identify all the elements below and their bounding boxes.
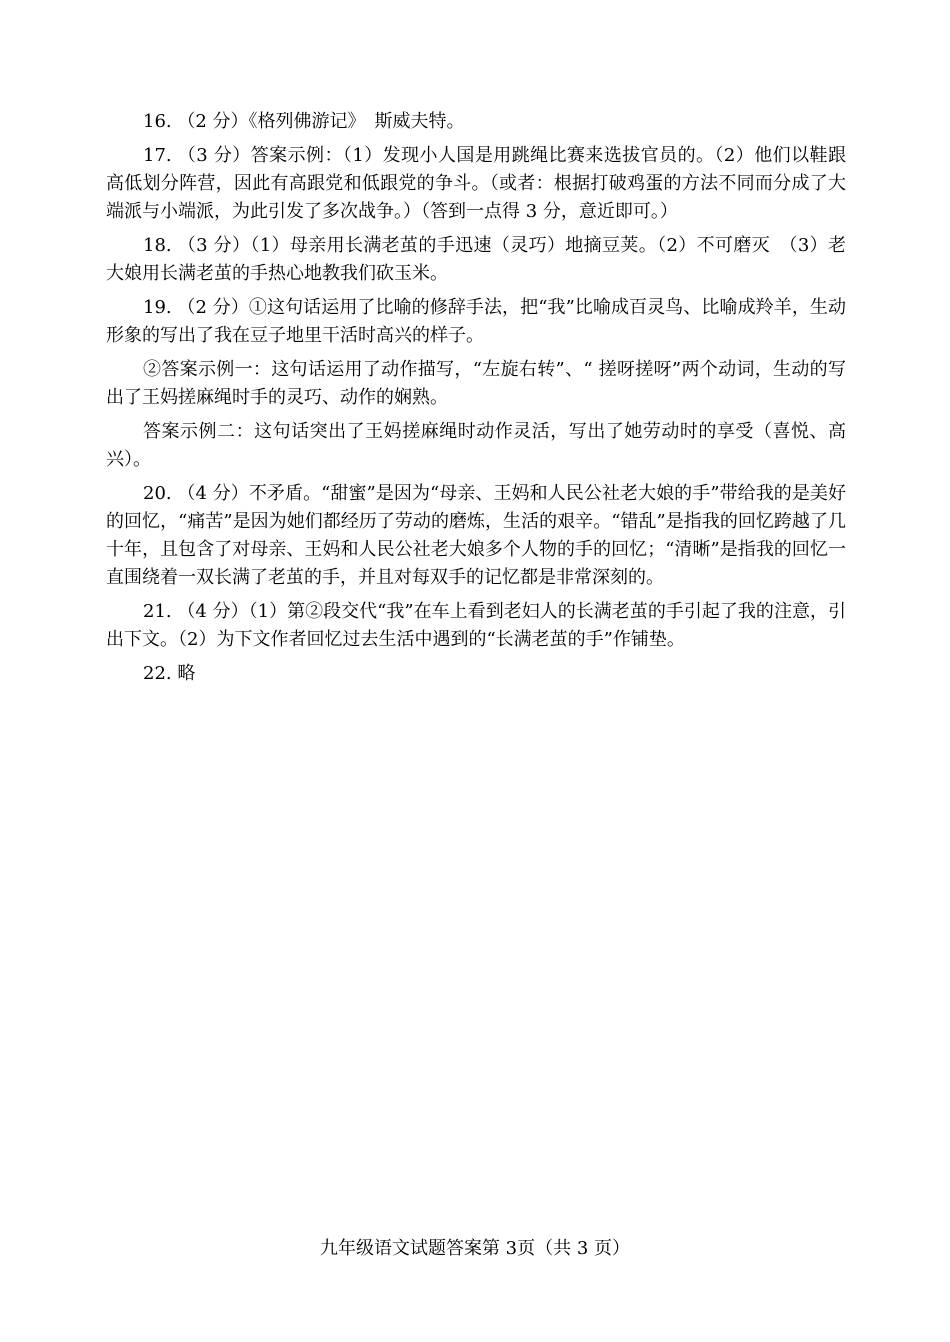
- answer-19-part-2: ②答案示例一：这句话运用了动作描写，“左旋右转”、“ 搓呀搓呀”两个动词，生动的写出了王妈搓麻绳时手的灵巧、动作的娴熟。: [106, 359, 846, 408]
- answer-19-part-3: 答案示例二：这句话突出了王妈搓麻绳时动作灵活，写出了她劳动时的享受（喜悦、高兴）。: [106, 421, 846, 470]
- answer-18: 18. （3 分）（1）母亲用长满老茧的手迅速（灵巧）地摘豆荚。（2）不可磨灭 （3）老大娘用长满老茧的手热心地教我们砍玉米。: [106, 235, 846, 284]
- answer-content: [106, 108, 846, 688]
- answer-17: 17. （3 分）答案示例：（1）发现小人国是用跳绳比赛来选拔官员的。（2）他们以鞋跟高低划分阵营，因此有高跟党和低跟党的争斗。（或者：根据打破鸡蛋的方法不同而分成了大端派与小端派，为此引发了多次战争。）（答到一点得 3 分，意近即可。）: [106, 145, 846, 222]
- answer-19-part-1: 19. （2 分）①这句话运用了比喻的修辞手法，把“我”比喻成百灵鸟、比喻成羚羊，生动形象的写出了我在豆子地里干活时高兴的样子。: [106, 297, 846, 346]
- answer-20: 20. （4 分）不矛盾。“甜蜜”是因为“母亲、王妈和人民公社老大娘的手”带给我的是美好的回忆，“痛苦”是因为她们都经历了劳动的磨炼，生活的艰辛。“错乱”是指我的回忆跨越了几十年，且包含了对母亲、王妈和人民公社老大娘多个人物的手的回忆；“清晰”是指我的回忆一直围绕着一双长满了老茧的手，并且对每双手的记忆都是非常深刻的。: [106, 483, 846, 588]
- answer-16: 16. （2 分）《格列佛游记》 斯威夫特。: [143, 111, 465, 132]
- page-footer: 九年级语文试题答案第 3页（共 3 页）: [319, 1238, 631, 1259]
- answer-21: 21. （4 分）（1）第②段交代“我”在车上看到老妇人的长满老茧的手引起了我的注意，引出下文。（2）为下文作者回忆过去生活中遇到的“长满老茧的手”作铺垫。: [106, 601, 846, 650]
- answer-22: 22. 略: [143, 663, 196, 684]
